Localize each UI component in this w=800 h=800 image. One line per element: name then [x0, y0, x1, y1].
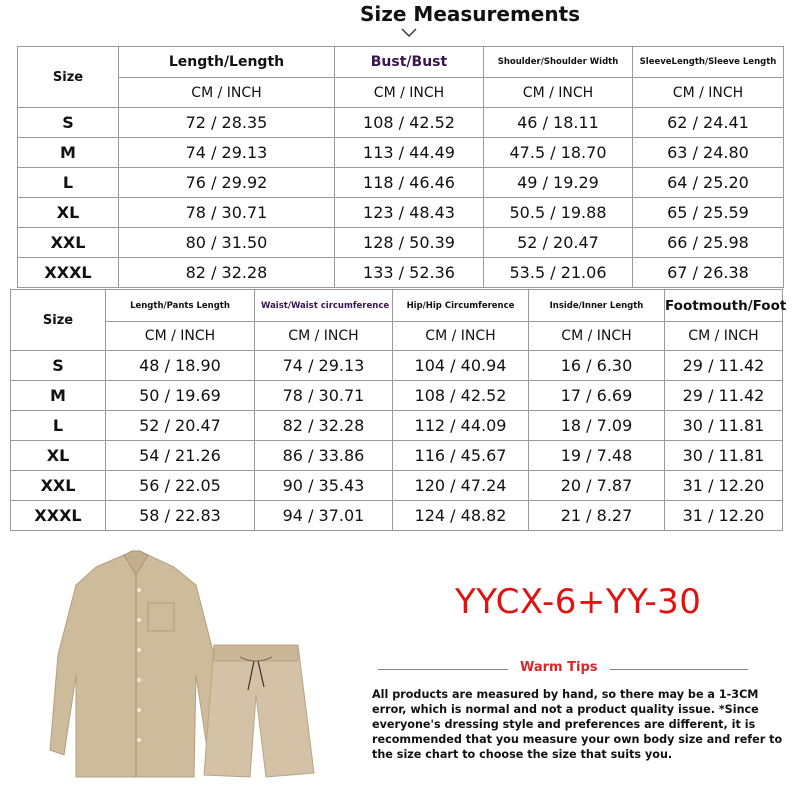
- table-row: [18, 138, 784, 168]
- measurement-cell: 118 / 46.46: [335, 168, 484, 198]
- measurement-cell: 133 / 52.36: [335, 258, 484, 288]
- unit-label: CM / INCH: [255, 322, 393, 351]
- measurement-cell: 53.5 / 21.06: [484, 258, 633, 288]
- table-row: [11, 501, 783, 531]
- measurement-cell: 65 / 25.59: [633, 198, 784, 228]
- unit-label: CM / INCH: [335, 78, 484, 108]
- measurement-cell: 48 / 18.90: [106, 351, 255, 381]
- measurement-cell: 82 / 32.28: [255, 411, 393, 441]
- measurement-cell: 49 / 19.29: [484, 168, 633, 198]
- table-row: [11, 441, 783, 471]
- unit-label: CM / INCH: [119, 78, 335, 108]
- size-cell: XXL: [18, 228, 119, 258]
- measurement-cell: 29 / 11.42: [665, 381, 783, 411]
- measurement-cell: 80 / 31.50: [119, 228, 335, 258]
- column-header: Length/Length: [119, 47, 335, 78]
- measurement-cell: 18 / 7.09: [529, 411, 665, 441]
- size-cell: XXXL: [18, 258, 119, 288]
- measurement-cell: 63 / 24.80: [633, 138, 784, 168]
- measurement-cell: 29 / 11.42: [665, 351, 783, 381]
- top-size-table: [17, 46, 784, 288]
- measurement-cell: 90 / 35.43: [255, 471, 393, 501]
- size-cell: XL: [18, 198, 119, 228]
- column-header: Footmouth/Foot: [665, 290, 783, 322]
- measurement-cell: 108 / 42.52: [393, 381, 529, 411]
- unit-label: CM / INCH: [529, 322, 665, 351]
- measurement-cell: 30 / 11.81: [665, 441, 783, 471]
- size-cell: XXL: [11, 471, 106, 501]
- column-header: Bust/Bust: [335, 47, 484, 78]
- chevron-down-icon: [401, 28, 417, 38]
- measurement-cell: 78 / 30.71: [255, 381, 393, 411]
- product-code: YYCX-6+YY-30: [455, 582, 702, 622]
- size-cell: L: [18, 168, 119, 198]
- measurement-cell: 76 / 29.92: [119, 168, 335, 198]
- column-header: Waist/Waist circumference: [255, 290, 393, 322]
- size-cell: XXXL: [11, 501, 106, 531]
- measurement-cell: 58 / 22.83: [106, 501, 255, 531]
- measurement-cell: 120 / 47.24: [393, 471, 529, 501]
- unit-label: CM / INCH: [106, 322, 255, 351]
- product-image: [36, 545, 326, 800]
- measurement-cell: 21 / 8.27: [529, 501, 665, 531]
- measurement-cell: 128 / 50.39: [335, 228, 484, 258]
- measurement-cell: 50 / 19.69: [106, 381, 255, 411]
- measurement-cell: 17 / 6.69: [529, 381, 665, 411]
- measurement-cell: 94 / 37.01: [255, 501, 393, 531]
- measurement-cell: 66 / 25.98: [633, 228, 784, 258]
- measurement-cell: 19 / 7.48: [529, 441, 665, 471]
- measurement-cell: 31 / 12.20: [665, 501, 783, 531]
- measurement-cell: 50.5 / 19.88: [484, 198, 633, 228]
- warm-tips-title: Warm Tips: [520, 660, 598, 675]
- table-row: [18, 108, 784, 138]
- size-cell: M: [11, 381, 106, 411]
- measurement-cell: 124 / 48.82: [393, 501, 529, 531]
- measurement-cell: 72 / 28.35: [119, 108, 335, 138]
- measurement-cell: 31 / 12.20: [665, 471, 783, 501]
- measurement-cell: 20 / 7.87: [529, 471, 665, 501]
- measurement-cell: 16 / 6.30: [529, 351, 665, 381]
- divider: [378, 669, 508, 670]
- measurement-cell: 47.5 / 18.70: [484, 138, 633, 168]
- column-header: SleeveLength/Sleeve Length: [633, 47, 784, 78]
- measurement-cell: 67 / 26.38: [633, 258, 784, 288]
- divider: [610, 669, 748, 670]
- measurement-cell: 113 / 44.49: [335, 138, 484, 168]
- shorts-illustration: [204, 645, 314, 777]
- unit-label: CM / INCH: [665, 322, 783, 351]
- column-header: Length/Pants Length: [106, 290, 255, 322]
- table-row: [11, 381, 783, 411]
- bottom-size-table: [10, 289, 787, 531]
- measurement-cell: 30 / 11.81: [665, 411, 783, 441]
- shirt-illustration: [50, 551, 222, 777]
- measurement-cell: 64 / 25.20: [633, 168, 784, 198]
- table-row: [11, 411, 783, 441]
- table-row: [18, 258, 784, 288]
- measurement-cell: 104 / 40.94: [393, 351, 529, 381]
- measurement-cell: 52 / 20.47: [106, 411, 255, 441]
- measurement-cell: 86 / 33.86: [255, 441, 393, 471]
- measurement-cell: 123 / 48.43: [335, 198, 484, 228]
- measurement-cell: 74 / 29.13: [119, 138, 335, 168]
- size-cell: XL: [11, 441, 106, 471]
- measurement-cell: 46 / 18.11: [484, 108, 633, 138]
- size-header: Size: [11, 290, 106, 351]
- size-cell: L: [11, 411, 106, 441]
- warm-tips-text: All products are measured by hand, so there may be a 1-3CM error, which is normal and not a product quality issue. *Since everyone's dressing style and preferences are different, it is recommended that you measure your own body size and refer to the size chart to choose the size that suits you.: [372, 688, 783, 761]
- measurement-cell: 116 / 45.67: [393, 441, 529, 471]
- measurement-cell: 62 / 24.41: [633, 108, 784, 138]
- size-header: Size: [18, 47, 119, 108]
- page-title: Size Measurements: [360, 2, 581, 26]
- column-header: Inside/Inner Length: [529, 290, 665, 322]
- measurement-cell: 78 / 30.71: [119, 198, 335, 228]
- table-row: [18, 198, 784, 228]
- measurement-cell: 82 / 32.28: [119, 258, 335, 288]
- measurement-cell: 56 / 22.05: [106, 471, 255, 501]
- measurement-cell: 112 / 44.09: [393, 411, 529, 441]
- unit-label: CM / INCH: [633, 78, 784, 108]
- unit-label: CM / INCH: [393, 322, 529, 351]
- size-cell: S: [11, 351, 106, 381]
- unit-label: CM / INCH: [484, 78, 633, 108]
- table-row: [18, 228, 784, 258]
- size-cell: S: [18, 108, 119, 138]
- column-header: Shoulder/Shoulder Width: [484, 47, 633, 78]
- measurement-cell: 54 / 21.26: [106, 441, 255, 471]
- measurement-cell: 108 / 42.52: [335, 108, 484, 138]
- table-row: [11, 351, 783, 381]
- column-header: Hip/Hip Circumference: [393, 290, 529, 322]
- size-cell: M: [18, 138, 119, 168]
- measurement-cell: 52 / 20.47: [484, 228, 633, 258]
- table-row: [11, 471, 783, 501]
- measurement-cell: 74 / 29.13: [255, 351, 393, 381]
- table-row: [18, 168, 784, 198]
